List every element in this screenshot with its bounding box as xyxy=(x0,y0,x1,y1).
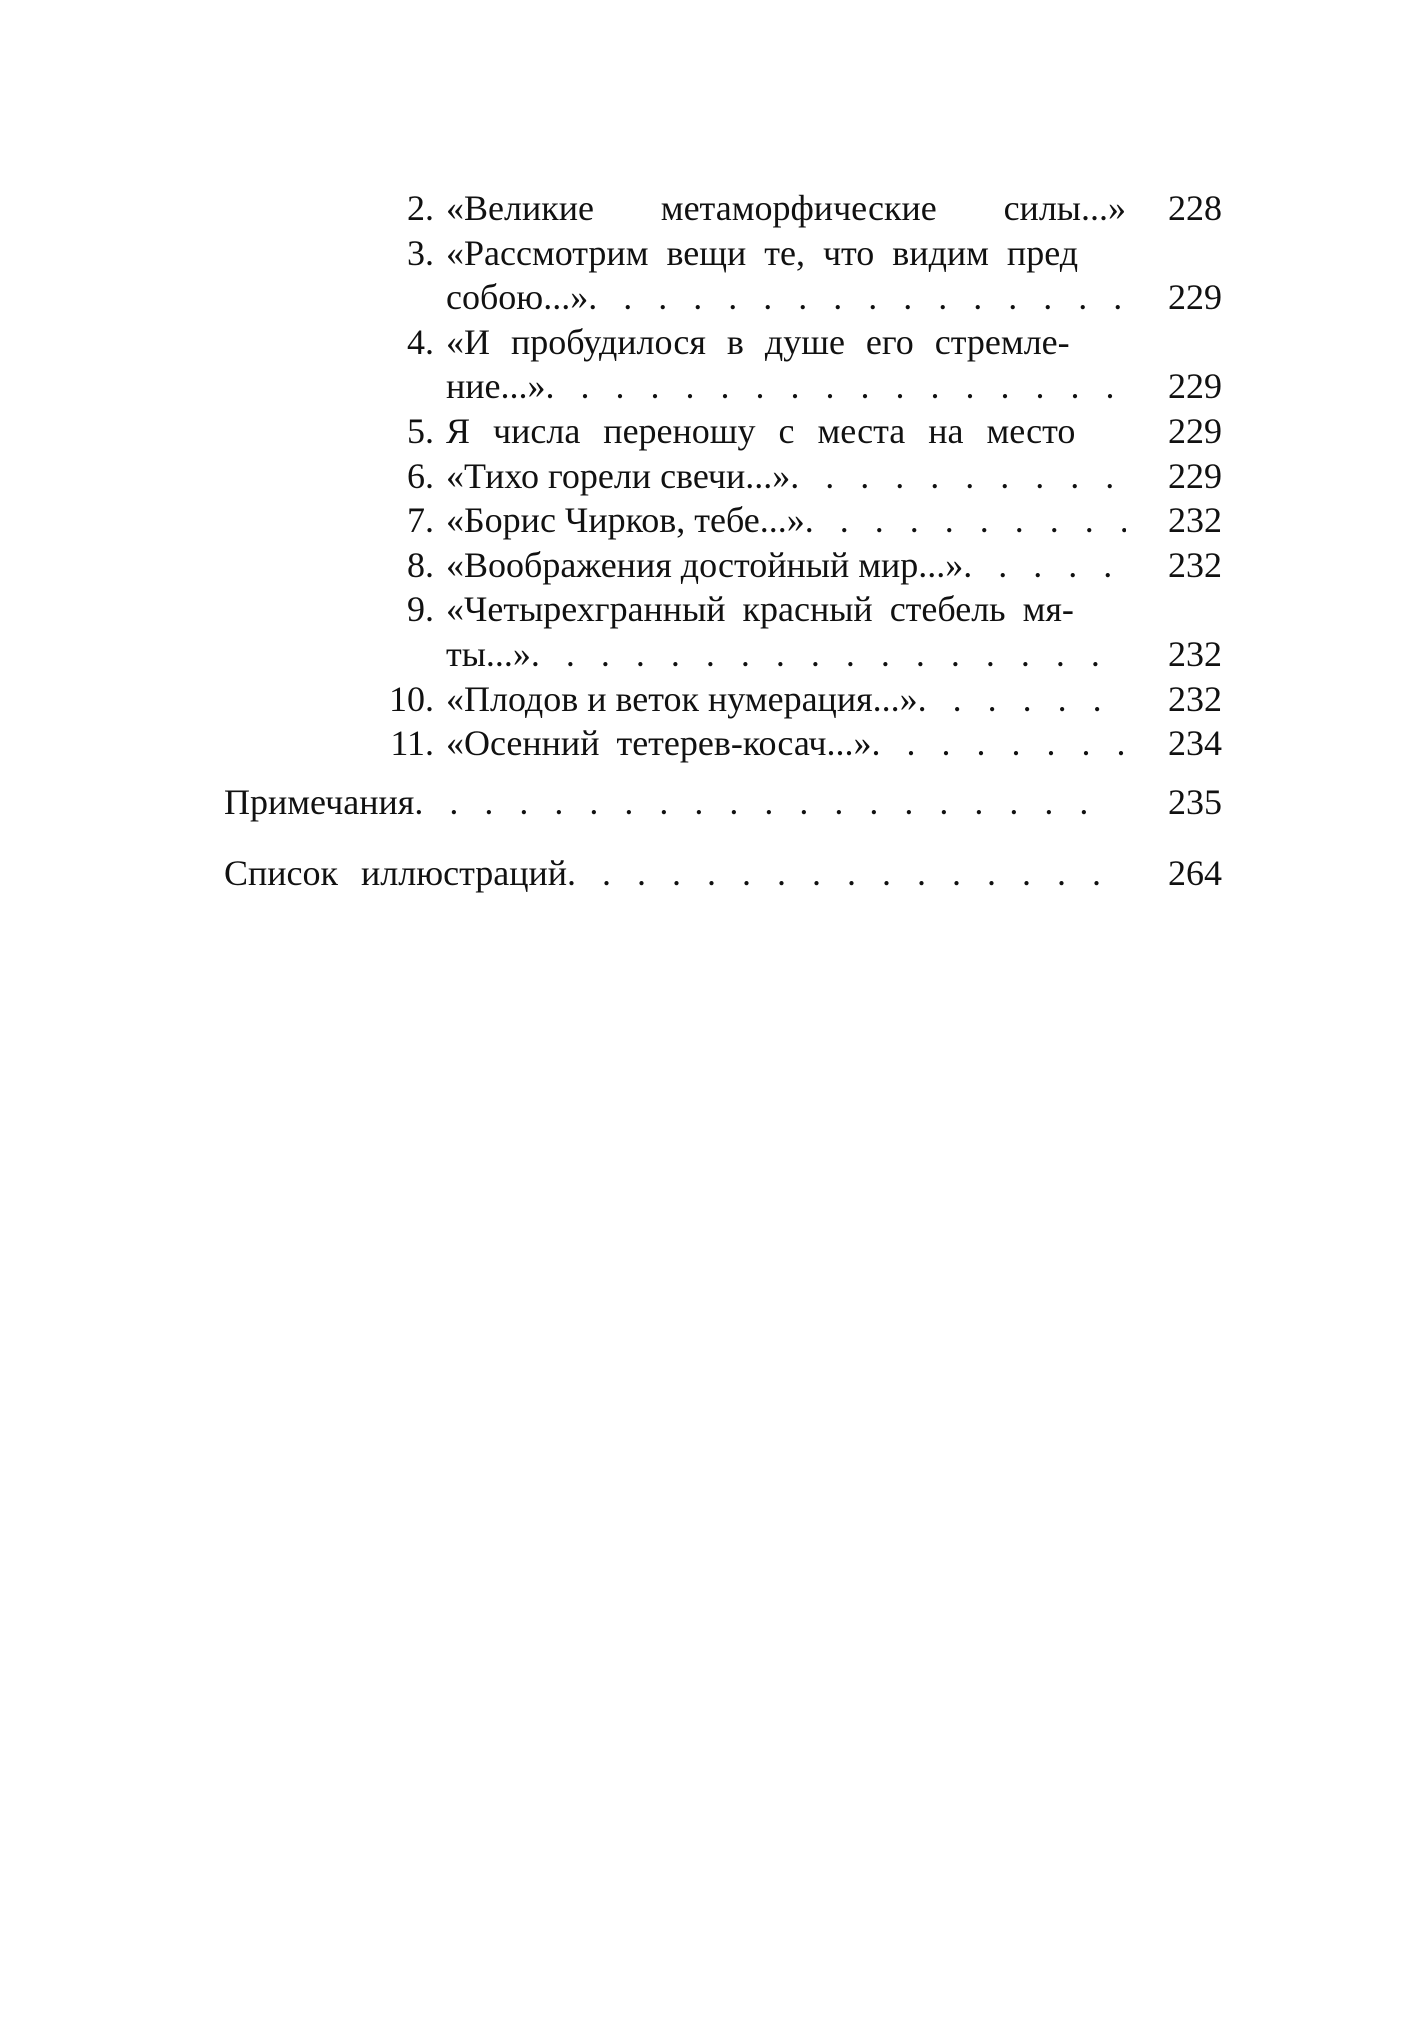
toc-entry xyxy=(388,320,1222,409)
toc-main-entry xyxy=(224,781,1222,826)
entry-number: 8. xyxy=(407,544,434,585)
entry-number: 4. xyxy=(407,321,434,362)
entry-title: «Плодов и веток нумерация...» . . . xyxy=(446,677,1126,722)
entry-title-continuation: собою...» xyxy=(446,277,589,318)
dot-leader xyxy=(588,275,1126,320)
entry-page-number: 229 xyxy=(1168,410,1222,451)
entry-page-number: 264 xyxy=(1168,852,1222,893)
dot-leader xyxy=(546,364,1126,409)
entry-page-number: 229 xyxy=(1168,455,1222,496)
dot-leader xyxy=(414,781,1112,823)
dot-leader xyxy=(567,852,1112,894)
entry-page-number: 235 xyxy=(1168,782,1222,822)
entry-number: 11. xyxy=(390,723,434,764)
toc-entry xyxy=(388,409,1222,454)
entry-title: «Великие метаморфические силы...» xyxy=(446,188,1126,228)
entry-number: 7. xyxy=(407,500,434,541)
entry-page-number: 228 xyxy=(1168,188,1222,228)
toc-main-entry xyxy=(224,852,1222,897)
dot-leader xyxy=(871,721,1126,766)
entry-title: Список иллюстраций . . . xyxy=(224,852,1112,894)
entry-number: 2. xyxy=(407,188,434,228)
toc-entry xyxy=(388,454,1222,499)
entry-page-number: 234 xyxy=(1168,723,1222,764)
dot-leader xyxy=(790,454,1126,499)
toc-entry xyxy=(388,721,1222,766)
entry-page-number: 232 xyxy=(1168,633,1222,674)
entry-number: 3. xyxy=(407,232,434,273)
entry-number: 6. xyxy=(407,455,434,496)
dot-leader xyxy=(963,543,1126,588)
entry-page-number: 232 xyxy=(1168,678,1222,719)
toc-entry xyxy=(388,186,1222,231)
toc-entry xyxy=(388,587,1222,676)
entry-title: «Рассмотрим вещи те, что видим пред xyxy=(446,232,1079,273)
dot-leader xyxy=(531,632,1126,677)
entry-title-continuation: ты...» xyxy=(446,633,531,674)
toc-entry xyxy=(388,543,1222,588)
entry-number: 9. xyxy=(407,589,434,630)
entry-title: «И пробудилося в душе его стремле- xyxy=(446,321,1070,362)
entry-page-number: 232 xyxy=(1168,500,1222,541)
toc-subsection-list xyxy=(388,186,1222,766)
toc-entry xyxy=(388,231,1222,320)
entry-title: «Воображения достойный мир...» . . . xyxy=(446,543,1126,588)
entry-page-number: 229 xyxy=(1168,366,1222,407)
entry-number: 10. xyxy=(389,678,434,719)
toc-main-list xyxy=(224,781,1222,922)
entry-title: «Тихо горели свечи...» . . . xyxy=(446,454,1126,499)
entry-title: «Четырехгранный красный стебель мя- xyxy=(446,589,1074,630)
entry-title: «Борис Чирков, тебе...» . . . xyxy=(446,498,1126,543)
entry-number: 5. xyxy=(407,410,434,451)
toc-entry xyxy=(388,677,1222,722)
toc-entry xyxy=(388,498,1222,543)
entry-page-number: 232 xyxy=(1168,544,1222,585)
entry-page-number: 229 xyxy=(1168,277,1222,318)
entry-title: Я числа переношу с места на место xyxy=(446,410,1076,451)
entry-title: «Осенний тетерев-косач...» . . . xyxy=(446,721,1126,766)
entry-title-continuation: ние...» xyxy=(446,366,546,407)
dot-leader xyxy=(918,677,1126,722)
entry-title: Примечания . . . xyxy=(224,781,1112,823)
dot-leader xyxy=(805,498,1126,543)
